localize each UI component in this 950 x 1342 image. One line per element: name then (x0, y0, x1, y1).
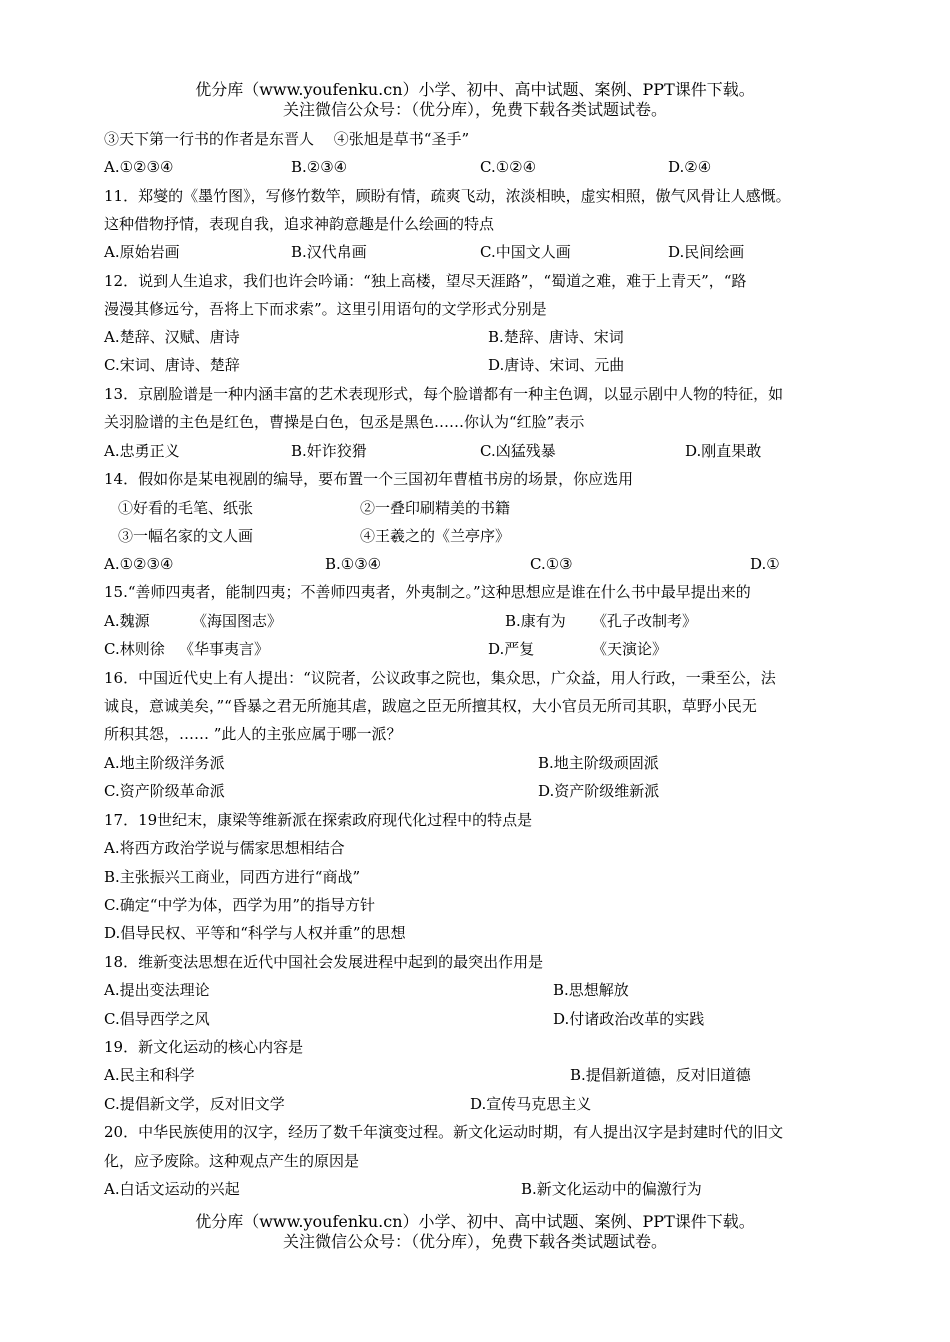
q17-option-b: B.主张振兴工商业，同西方进行“商战” (104, 868, 361, 886)
q13-option-b: B.奸诈狡猾 (291, 442, 367, 460)
q16-option-b: B.地主阶级顽固派 (538, 754, 659, 772)
q14-item-3: ③一幅名家的文人画 (118, 527, 254, 545)
q14-stem: 14．假如你是某电视剧的编导，要布置一个三国初年曹植书房的场景，你应选用 (104, 470, 634, 488)
q18-option-c: C.倡导西学之风 (104, 1010, 210, 1028)
q12-option-c: C.宋词、唐诗、楚辞 (104, 356, 240, 374)
q11-stem-line-1: 11．郑燮的《墨竹图》，写修竹数竿，顾盼有情，疏爽飞动，浓淡相映，虚实相照，傲气风骨让人感慨。 (104, 187, 791, 205)
footer-line-2: 关注微信公众号：（优分库），免费下载各类试题试卷。 (282, 1232, 667, 1251)
q15-option-c-name: C.林则徐 (104, 640, 165, 658)
q15-option-a-name: A.魏源 (104, 612, 150, 630)
q12-option-a: A.楚辞、汉赋、唐诗 (104, 328, 240, 346)
q10-option-d: D.②④ (668, 158, 712, 176)
q16-stem-line-2: 诚良，意诚美矣，”“昏暴之君无所施其虐，跋扈之臣无所擅其权，大小官员无所司其职，草野小民无 (104, 697, 757, 715)
q16-stem-line-3: 所积其怨，…… ”此人的主张应属于哪一派？ (104, 725, 402, 743)
q14-item-4: ④王羲之的《兰亭序》 (360, 527, 511, 545)
q13-option-d: D.刚直果敢 (685, 442, 762, 460)
q19-option-d: D.宣传马克思主义 (470, 1095, 592, 1113)
header-line-1: 优分库（www.youfenku.cn）小学、初中、高中试题、案例、PPT课件下载。 (195, 80, 755, 99)
q18-stem: 18．维新变法思想在近代中国社会发展进程中起到的最突出作用是 (104, 953, 544, 971)
q10-option-c: C.①②④ (480, 158, 537, 176)
q16-stem-line-1: 16．中国近代史上有人提出：“议院者，公议政事之院也，集众思，广众益，用人行政，一秉至公，法 (104, 669, 776, 687)
q17-option-c: C.确定“中学为体，西学为用”的指导方针 (104, 896, 376, 914)
q14-option-a: A.①②③④ (104, 555, 174, 573)
q19-option-c: C.提倡新文学，反对旧文学 (104, 1095, 285, 1113)
q12-stem-line-1: 12．说到人生追求，我们也许会吟诵：“独上高楼，望尽天涯路”，“蜀道之难，难于上青天”，“路 (104, 272, 747, 290)
q13-option-a: A.忠勇正义 (104, 442, 180, 460)
q17-option-a: A.将西方政治学说与儒家思想相结合 (104, 839, 345, 857)
q17-option-d: D.倡导民权、平等和“科学与人权并重”的思想 (104, 924, 406, 942)
q16-option-c: C.资产阶级革命派 (104, 782, 225, 800)
q14-item-1: ①好看的毛笔、纸张 (118, 499, 254, 517)
q15-option-a-book: 《海国图志》 (192, 612, 283, 630)
q12-stem-line-2: 漫漫其修远兮，吾将上下而求索”。这里引用语句的文学形式分别是 (104, 300, 547, 318)
q15-option-c-book: 《华事夷言》 (179, 640, 270, 658)
q14-option-c: C.①③ (530, 555, 573, 573)
q20-stem-line-2: 化，应予废除。这种观点产生的原因是 (104, 1152, 360, 1170)
header-line-2: 关注微信公众号：（优分库），免费下载各类试题试卷。 (282, 100, 667, 119)
q15-option-d-book: 《天演论》 (592, 640, 668, 658)
q10-option-a: A.①②③④ (104, 158, 174, 176)
q11-option-b: B.汉代帛画 (291, 243, 367, 261)
footer-line-1: 优分库（www.youfenku.cn）小学、初中、高中试题、案例、PPT课件下载。 (195, 1212, 755, 1231)
q15-option-b-name: B.康有为 (505, 612, 566, 630)
q15-option-b-book: 《孔子改制考》 (592, 612, 698, 630)
q15-option-d-name: D.严复 (488, 640, 535, 658)
q19-option-a: A.民主和科学 (104, 1066, 195, 1084)
q13-option-c: C.凶猛残暴 (480, 442, 556, 460)
q13-stem-line-1: 13．京剧脸谱是一种内涵丰富的艺术表现形式，每个脸谱都有一种主色调，以显示剧中人物的特征，如 (104, 385, 784, 403)
q12-option-b: B.楚辞、唐诗、宋词 (488, 328, 624, 346)
q20-stem-line-1: 20．中华民族使用的汉字，经历了数千年演变过程。新文化运动时期，有人提出汉字是封建时代的旧文 (104, 1123, 784, 1141)
q11-stem-line-2: 这种借物抒情，表现自我，追求神韵意趣是什么绘画的特点 (104, 215, 495, 233)
q17-stem: 17．19世纪末，康梁等维新派在探索政府现代化过程中的特点是 (104, 811, 533, 829)
q20-option-a: A.白话文运动的兴起 (104, 1180, 240, 1198)
q11-option-a: A.原始岩画 (104, 243, 180, 261)
q10-continuation: ③天下第一行书的作者是东晋人 ④张旭是草书“圣手” (104, 130, 470, 148)
q15-stem: 15.“善师四夷者，能制四夷；不善师四夷者，外夷制之。”这种思想应是谁在什么书中最早提出来的 (104, 583, 751, 601)
q11-option-c: C.中国文人画 (480, 243, 571, 261)
q16-option-a: A.地主阶级洋务派 (104, 754, 225, 772)
q20-option-b: B.新文化运动中的偏激行为 (521, 1180, 702, 1198)
q13-stem-line-2: 关羽脸谱的主色是红色，曹操是白色，包丞是黑色……你认为“红脸”表示 (104, 413, 585, 431)
q14-item-2: ②一叠印刷精美的书籍 (360, 499, 511, 517)
q14-option-b: B.①③④ (325, 555, 382, 573)
q19-option-b: B.提倡新道德，反对旧道德 (570, 1066, 751, 1084)
q11-option-d: D.民间绘画 (668, 243, 745, 261)
q18-option-a: A.提出变法理论 (104, 981, 210, 999)
q12-option-d: D.唐诗、宋词、元曲 (488, 356, 625, 374)
q14-option-d: D.① (750, 555, 780, 573)
q18-option-b: B.思想解放 (553, 981, 629, 999)
q18-option-d: D.付诸政治改革的实践 (553, 1010, 705, 1028)
q19-stem: 19．新文化运动的核心内容是 (104, 1038, 304, 1056)
q10-option-b: B.②③④ (291, 158, 348, 176)
q16-option-d: D.资产阶级维新派 (538, 782, 660, 800)
